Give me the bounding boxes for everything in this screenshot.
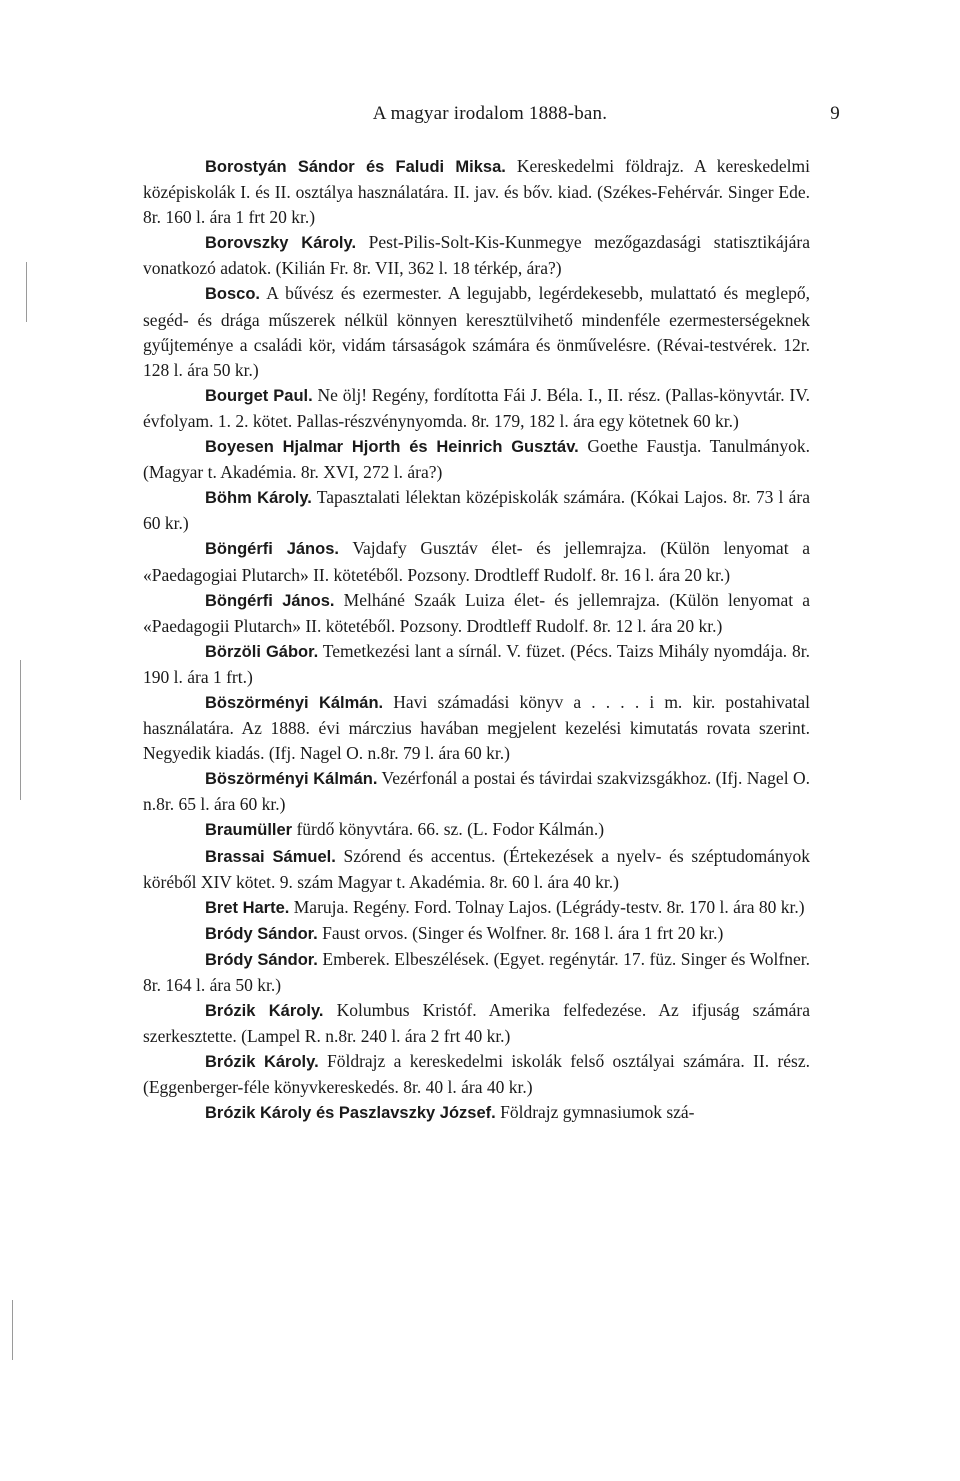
- entry-description: fürdő könyvtára. 66. sz. (L. Fodor Kálmán.): [292, 819, 605, 840]
- entry-author: Böngérfi János.: [205, 540, 339, 559]
- entry-author: Borovszky Károly.: [205, 234, 357, 253]
- entry-author: Bourget Paul.: [205, 386, 313, 405]
- entry-author: Boyesen Hjalmar Hjorth és Heinrich Gusztáv.: [205, 438, 579, 457]
- bibliography-entry: [143, 536, 810, 587]
- bibliography-entry: [143, 485, 810, 536]
- bibliography-entry: [143, 766, 810, 817]
- entry-author: Braumüller: [205, 821, 293, 840]
- entry-description: Melháné Szaák Luiza élet- és jellemrajza. (Külön lenyomat a «Paedagogii Plutarch» II. kötetéből. Pozsony. Drodtleff Rudolf. 8r. 12 l. ára 20 kr.): [143, 589, 811, 636]
- entry-author: Brózik Károly és Paszlavszky József.: [205, 1104, 496, 1123]
- bibliography-entry: [143, 1100, 810, 1126]
- bibliography-entry: [143, 230, 810, 281]
- entry-author: Böngérfi János.: [205, 591, 335, 610]
- entry-description: Goethe Faustja. Tanulmányok. (Magyar t. Akadémia. 8r. XVI, 272 l. ára?): [143, 436, 810, 483]
- entry-author: Böhm Károly.: [205, 489, 312, 508]
- entry-author: Böszörményi Kálmán.: [205, 770, 378, 789]
- entry-description: Tapasztalati lélektan középiskolák számára. (Kókai Lajos. 8r. 73 l ára 60 kr.): [143, 487, 810, 534]
- entry-description: Vezérfonál a postai és távirdai szakvizsgákhoz. (Ifj. Nagel O. n.8r. 65 l. ára 60 kr.): [143, 768, 810, 815]
- entry-author: Börzöli Gábor.: [205, 642, 319, 661]
- bibliography-entry: [143, 817, 810, 843]
- scan-margin-line: [26, 262, 27, 322]
- entry-description: Földrajz gymnasiumok szá-: [495, 1102, 695, 1123]
- entry-description: Kereskedelmi földrajz. A kereskedelmi középiskolák I. és II. osztálya használatára. II. jav. és bőv. kiad. (Székes-Fehérvár. Singer Ede. 8r. 160 l. ára 1 frt 20 kr.): [143, 156, 810, 228]
- entry-description: Havi számadási könyv a . . . . i m. kir. postahivatal használatára. Az 1888. évi márczius havában megjelent kezelési kimutatás rovata szerint. Negyedik kiadás. (Ifj. Nagel O. n.8r. 79 l. ára 60 kr.): [143, 691, 810, 764]
- entry-description: Vajdafy Gusztáv élet- és jellemrajza. (Külön lenyomat a «Paedagogiai Plutarch» II. kötetéből. Pozsony. Drodtleff Rudolf. 8r. 16 l. ára 20 kr.): [143, 538, 810, 585]
- entry-description: Ne ölj! Regény, fordította Fái J. Béla. I., II. rész. (Pallas-könyvtár. IV. évfolyam. 1. 2. kötet. Pallas-részvénynyomda. 8r. 179, 182 l. ára egy kötetnek 60 kr.): [143, 384, 810, 431]
- bibliography-entry: [143, 383, 810, 434]
- scan-margin-line: [20, 660, 21, 800]
- bibliography-list: [143, 154, 810, 1127]
- bibliography-entry: [143, 921, 810, 947]
- bibliography-entry: [143, 434, 810, 485]
- entry-author: Böszörményi Kálmán.: [205, 693, 384, 712]
- entry-description: Faust orvos. (Singer és Wolfner. 8r. 168 l. ára 1 frt 20 kr.): [317, 922, 724, 943]
- entry-description: Temetkezési lant a sírnál. V. füzet. (Pécs. Taizs Mihály nyomdája. 8r. 190 l. ára 1 frt.): [143, 640, 811, 687]
- entry-author: Bródy Sándor.: [205, 924, 318, 943]
- bibliography-entry: [143, 588, 810, 639]
- entry-description: Maruja. Regény. Ford. Tolnay Lajos. (Légrády-testv. 8r. 170 l. ára 80 kr.): [289, 896, 805, 917]
- entry-author: Brózik Károly.: [205, 1002, 324, 1021]
- running-title: A magyar irodalom 1888-ban.: [372, 103, 608, 124]
- entry-author: Bosco.: [205, 285, 261, 304]
- bibliography-entry: [143, 639, 810, 690]
- page-header: [140, 103, 840, 131]
- page-number: 9: [830, 103, 840, 124]
- entry-description: Földrajz a kereskedelmi iskolák felső osztályai számára. II. rész. (Eggenberger-féle könyvkereskedés. 8r. 40 l. ára 40 kr.): [143, 1051, 810, 1098]
- bibliography-entry: [143, 281, 810, 382]
- bibliography-entry: [143, 998, 810, 1049]
- bibliography-entry: [143, 895, 810, 921]
- entry-description: Szórend és accentus. (Értekezések a nyelv- és széptudományok köréből XIV kötet. 9. szám Magyar t. Akadémia. 8r. 60 l. ára 40 kr.): [143, 845, 810, 892]
- entry-author: Brózik Károly.: [205, 1053, 319, 1072]
- bibliography-entry: [143, 690, 810, 766]
- bibliography-entry: [143, 1049, 810, 1100]
- entry-author: Bret Harte.: [205, 898, 290, 917]
- entry-author: Brassai Sámuel.: [205, 847, 336, 866]
- bibliography-entry: [143, 154, 810, 230]
- entry-author: Bródy Sándor.: [205, 950, 318, 969]
- entry-description: Kolumbus Kristóf. Amerika felfedezése. Az ifjuság számára szerkesztette. (Lampel R. n.8r. 240 l. ára 2 frt 40 kr.): [143, 1000, 810, 1047]
- entry-author: Borostyán Sándor és Faludi Miksa.: [205, 158, 506, 176]
- entry-description: Emberek. Elbeszélések. (Egyet. regénytár. 17. füz. Singer és Wolfner. 8r. 164 l. ára 50 kr.): [143, 948, 810, 995]
- bibliography-entry: [143, 947, 810, 998]
- bibliography-entry: [143, 844, 810, 895]
- scan-margin-line: [12, 1300, 13, 1360]
- entry-description: Pest-Pilis-Solt-Kis-Kunmegye mezőgazdasági statisztikájára vonatkozó adatok. (Kilián Fr. 8r. VII, 362 l. 18 térkép, ára?): [143, 232, 810, 279]
- entry-description: A bűvész és ezermester. A legujabb, legérdekesebb, mulattató és meglepő, segéd- és drága műszerek nélkül könnyen keresztülvihető mindenféle ezermesterségeknek gyűjteménye a családi kör, vidám társaságok számára és önművelésre. (Révai-testvérek. 12r. 128 l. ára 50 kr.): [143, 283, 810, 380]
